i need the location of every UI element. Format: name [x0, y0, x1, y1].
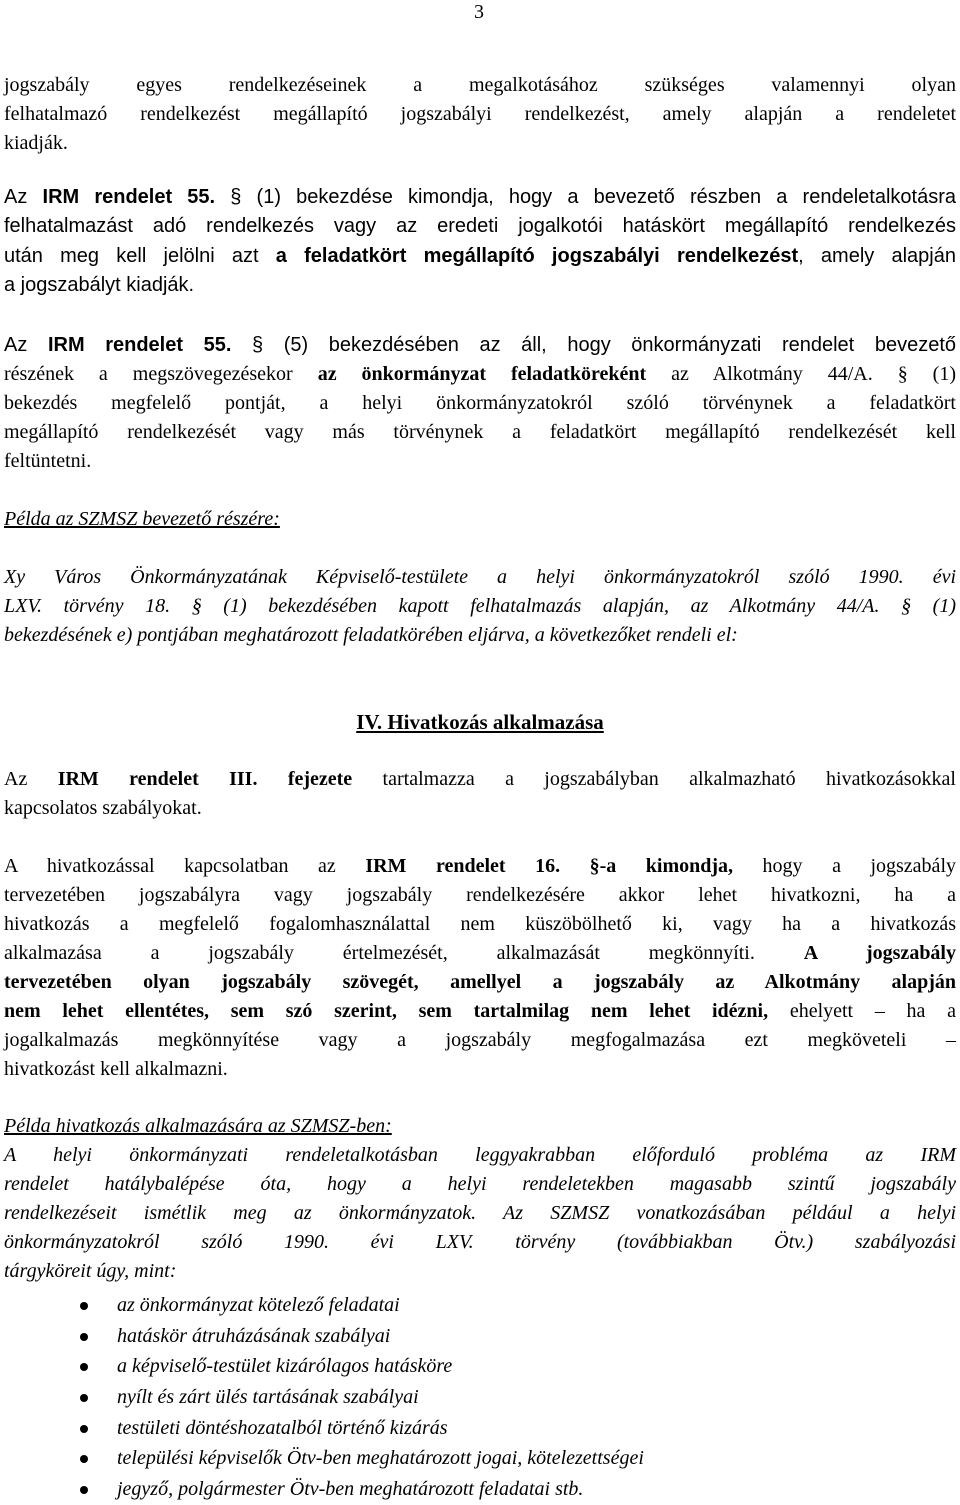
text-line: A helyi önkormányzati rendeletalkotásban leggyakrabban előforduló probléma az IRM — [4, 1144, 956, 1166]
paragraph-4 — [4, 765, 956, 823]
example-1-title: Példa az SZMSZ bevezető részére: — [4, 508, 280, 530]
list-item: testületi döntéshozatalból történő kizárás — [0, 1413, 644, 1444]
text-line: hivatkozást kell alkalmazni. — [4, 1058, 228, 1080]
bullet-icon — [80, 1425, 88, 1433]
list-item: települési képviselők Ötv-ben meghatározott jogai, kötelezettségei — [0, 1443, 644, 1474]
section-heading: IV. Hivatkozás alkalmazása — [356, 710, 604, 734]
text-line: tervezetében olyan jogszabály szövegét, amellyel a jogszabály az Alkotmány alapján — [4, 971, 956, 993]
bullet-icon — [80, 1363, 88, 1371]
text-line: bekezdés megfelelő pontját, a helyi önkormányzatokról szóló törvénynek a feladatkört — [4, 392, 956, 414]
text-line: LXV. törvény 18. § (1) bekezdésében kapott felhatalmazás alapján, az Alkotmány 44/A. § (1) — [4, 595, 956, 617]
text-line: rendelkezéseit ismétlik meg az önkormányzatok. Az SZMSZ vonatkozásában például a helyi — [4, 1202, 956, 1224]
text-line: felhatalmazó rendelkezést megállapító jogszabályi rendelkezést, amely alapján a rendeletet — [4, 103, 956, 125]
text-line: kapcsolatos szabályokat. — [4, 797, 202, 819]
text-line: feltüntetni. — [4, 450, 92, 472]
text-line: Az IRM rendelet 55. § (1) bekezdése kimondja, hogy a bevezető részben a rendeletalkotásra — [4, 186, 956, 208]
list-item: hatáskör átruházásának szabályai — [0, 1321, 644, 1352]
page-number: 3 — [474, 1, 484, 23]
example-2-text — [4, 1141, 956, 1286]
text-line: Xy Város Önkormányzatának Képviselő-testülete a helyi önkormányzatokról szóló 1990. évi — [4, 566, 956, 588]
text-line: A hivatkozással kapcsolatban az IRM rendelet 16. §-a kimondja, hogy a jogszabály — [4, 855, 956, 877]
example-2-title: Példa hivatkozás alkalmazására az SZMSZ-ben: — [4, 1115, 392, 1137]
bullet-icon — [80, 1394, 88, 1402]
list-item: jegyző, polgármester Ötv-ben meghatározott feladatai stb. — [0, 1474, 644, 1505]
text-line: önkormányzatokról szóló 1990. évi LXV. törvény (továbbiakban Ötv.) szabályozási — [4, 1231, 956, 1253]
text-line: a jogszabályt kiadják. — [4, 273, 195, 296]
bullet-icon — [80, 1486, 88, 1494]
bullet-icon — [80, 1455, 88, 1463]
topics-list — [0, 1290, 644, 1505]
text-line: jogalkalmazás megkönnyítése vagy a jogszabály megfogalmazása ezt megköveteli – — [4, 1029, 956, 1051]
list-item: az önkormányzat kötelező feladatai — [0, 1290, 644, 1321]
text-line: felhatalmazást adó rendelkezés vagy az eredeti jogalkotói hatáskört megállapító rendelkezés — [4, 215, 956, 238]
text-line: megállapító rendelkezését vagy más törvénynek a feladatkört megállapító rendelkezését kell — [4, 421, 956, 443]
list-item: a képviselő-testület kizárólagos hatásköre — [0, 1351, 644, 1382]
list-item: nyílt és zárt ülés tartásának szabályai — [0, 1382, 644, 1413]
text-line: bekezdésének e) pontjában meghatározott feladatkörében eljárva, a következőket rendeli el: — [4, 624, 738, 646]
paragraph-3 — [4, 331, 956, 476]
text-line: jogszabály egyes rendelkezéseinek a megalkotásához szükséges valamennyi olyan — [4, 74, 956, 96]
text-line: után meg kell jelölni azt a feladatkört megállapító jogszabályi rendelkezést, amely alapján — [4, 244, 956, 267]
bullet-icon — [80, 1333, 88, 1341]
text-line: Az IRM rendelet III. fejezete tartalmazza a jogszabályban alkalmazható hivatkozásokkal — [4, 768, 956, 790]
paragraph-5 — [4, 852, 956, 1084]
text-line: hivatkozás a megfelelő fogalomhasználattal nem küszöbölhető ki, vagy ha a hivatkozás — [4, 913, 956, 935]
example-1-text — [4, 563, 956, 650]
text-line: Az IRM rendelet 55. § (5) bekezdésében az áll, hogy önkormányzati rendelet bevezető — [4, 334, 956, 356]
bullet-icon — [80, 1302, 88, 1310]
text-line: részének a megszövegezésekor az önkormányzat feladatköreként az Alkotmány 44/A. § (1) — [4, 363, 956, 385]
paragraph-2 — [4, 183, 956, 300]
text-line: alkalmazása a jogszabály értelmezését, alkalmazását megkönnyíti. A jogszabály — [4, 942, 956, 964]
paragraph-1 — [4, 71, 956, 158]
text-line: tervezetében jogszabályra vagy jogszabály rendelkezésére akkor lehet hivatkozni, ha a — [4, 884, 956, 906]
text-line: tárgyköreit úgy, mint: — [4, 1260, 177, 1282]
text-line: kiadják. — [4, 132, 68, 154]
text-line: nem lehet ellentétes, sem szó szerint, sem tartalmilag nem lehet idézni, ehelyett – ha a — [4, 1000, 956, 1022]
text-line: rendelet hatálybalépése óta, hogy a helyi rendeletekben magasabb szintű jogszabály — [4, 1173, 956, 1195]
